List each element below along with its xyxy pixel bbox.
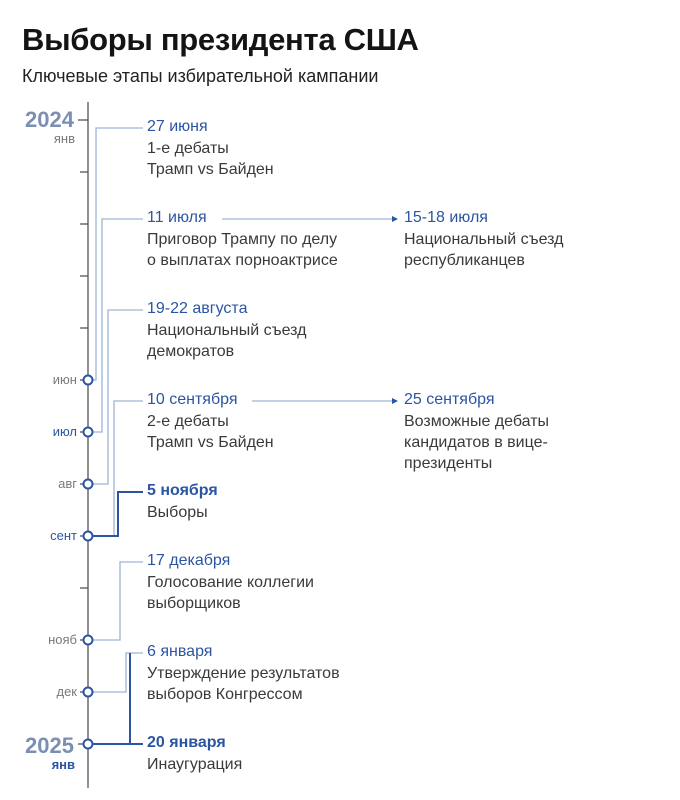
- event-desc: 2-е дебаты: [147, 413, 229, 430]
- month-label: нояб: [48, 632, 77, 647]
- year-label-end: 2025: [25, 733, 74, 758]
- event-date: 15-18 июля: [404, 209, 488, 226]
- event-desc: Инаугурация: [147, 756, 243, 773]
- event-date: 20 января: [147, 734, 226, 751]
- event-card: [147, 300, 306, 362]
- year-label-start: 2024: [25, 107, 74, 132]
- event-date: 17 декабря: [147, 552, 231, 569]
- month-label-end: янв: [51, 757, 75, 772]
- event-desc: демократов: [147, 343, 235, 360]
- marker-aug: [84, 480, 93, 489]
- event-desc: о выплатах порноактрисе: [147, 252, 338, 269]
- event-desc: Голосование коллегии: [147, 574, 314, 591]
- event-card: [147, 552, 314, 614]
- event-date: 5 ноября: [147, 482, 218, 499]
- arrow-head-followup-1: [392, 216, 398, 222]
- followup-card: [404, 391, 549, 474]
- event-card: [147, 118, 274, 180]
- page-title: Выборы президента США: [22, 22, 419, 57]
- connector-event-3: [92, 310, 143, 484]
- event-desc: Национальный съезд: [404, 231, 564, 248]
- month-label: дек: [56, 684, 77, 699]
- event-desc: Национальный съезд: [147, 322, 307, 339]
- event-card: [147, 391, 274, 453]
- marker-dec: [84, 688, 93, 697]
- event-desc: Трамп vs Байден: [147, 434, 274, 451]
- page-subtitle: Ключевые этапы избирательной кампании: [22, 66, 379, 86]
- event-desc: кандидатов в вице-: [404, 434, 548, 451]
- event-desc: 1-е дебаты: [147, 140, 229, 157]
- event-desc: Выборы: [147, 504, 208, 521]
- event-desc: Возможные дебаты: [404, 413, 550, 430]
- month-label: июл: [52, 424, 77, 439]
- event-date: 6 января: [147, 643, 213, 660]
- event-card: [147, 734, 242, 775]
- arrow-head-followup-2: [392, 398, 398, 404]
- marker-nov: [84, 636, 93, 645]
- event-desc: Приговор Трампу по делу: [147, 231, 338, 248]
- event-date: 25 сентября: [404, 391, 495, 408]
- connector-event-1: [92, 128, 143, 380]
- event-desc: президенты: [404, 455, 493, 472]
- connector-event-6: [92, 562, 143, 640]
- event-date: 11 июля: [147, 209, 207, 226]
- followup-card: [404, 209, 563, 271]
- event-desc: выборщиков: [147, 595, 241, 612]
- event-desc: Утверждение результатов: [147, 665, 340, 682]
- event-card: [147, 643, 340, 705]
- event-desc: республиканцев: [404, 252, 525, 269]
- month-label: сент: [50, 528, 77, 543]
- event-date: 27 июня: [147, 118, 208, 135]
- connector-event-2: [92, 219, 143, 432]
- month-label: авг: [58, 476, 77, 491]
- month-label: июн: [52, 372, 77, 387]
- connector-event-5: [92, 492, 143, 536]
- marker-sep: [84, 532, 93, 541]
- event-date: 10 сентября: [147, 391, 238, 408]
- month-label-start: янв: [53, 131, 75, 146]
- marker-jun: [84, 376, 93, 385]
- marker-jul: [84, 428, 93, 437]
- event-date: 19-22 августа: [147, 300, 248, 317]
- event-desc: выборов Конгрессом: [147, 686, 303, 703]
- marker-jan-2025: [84, 740, 93, 749]
- event-desc: Трамп vs Байден: [147, 161, 274, 178]
- connector-event-7: [92, 653, 143, 692]
- event-card: [147, 482, 218, 523]
- event-card: [147, 209, 338, 271]
